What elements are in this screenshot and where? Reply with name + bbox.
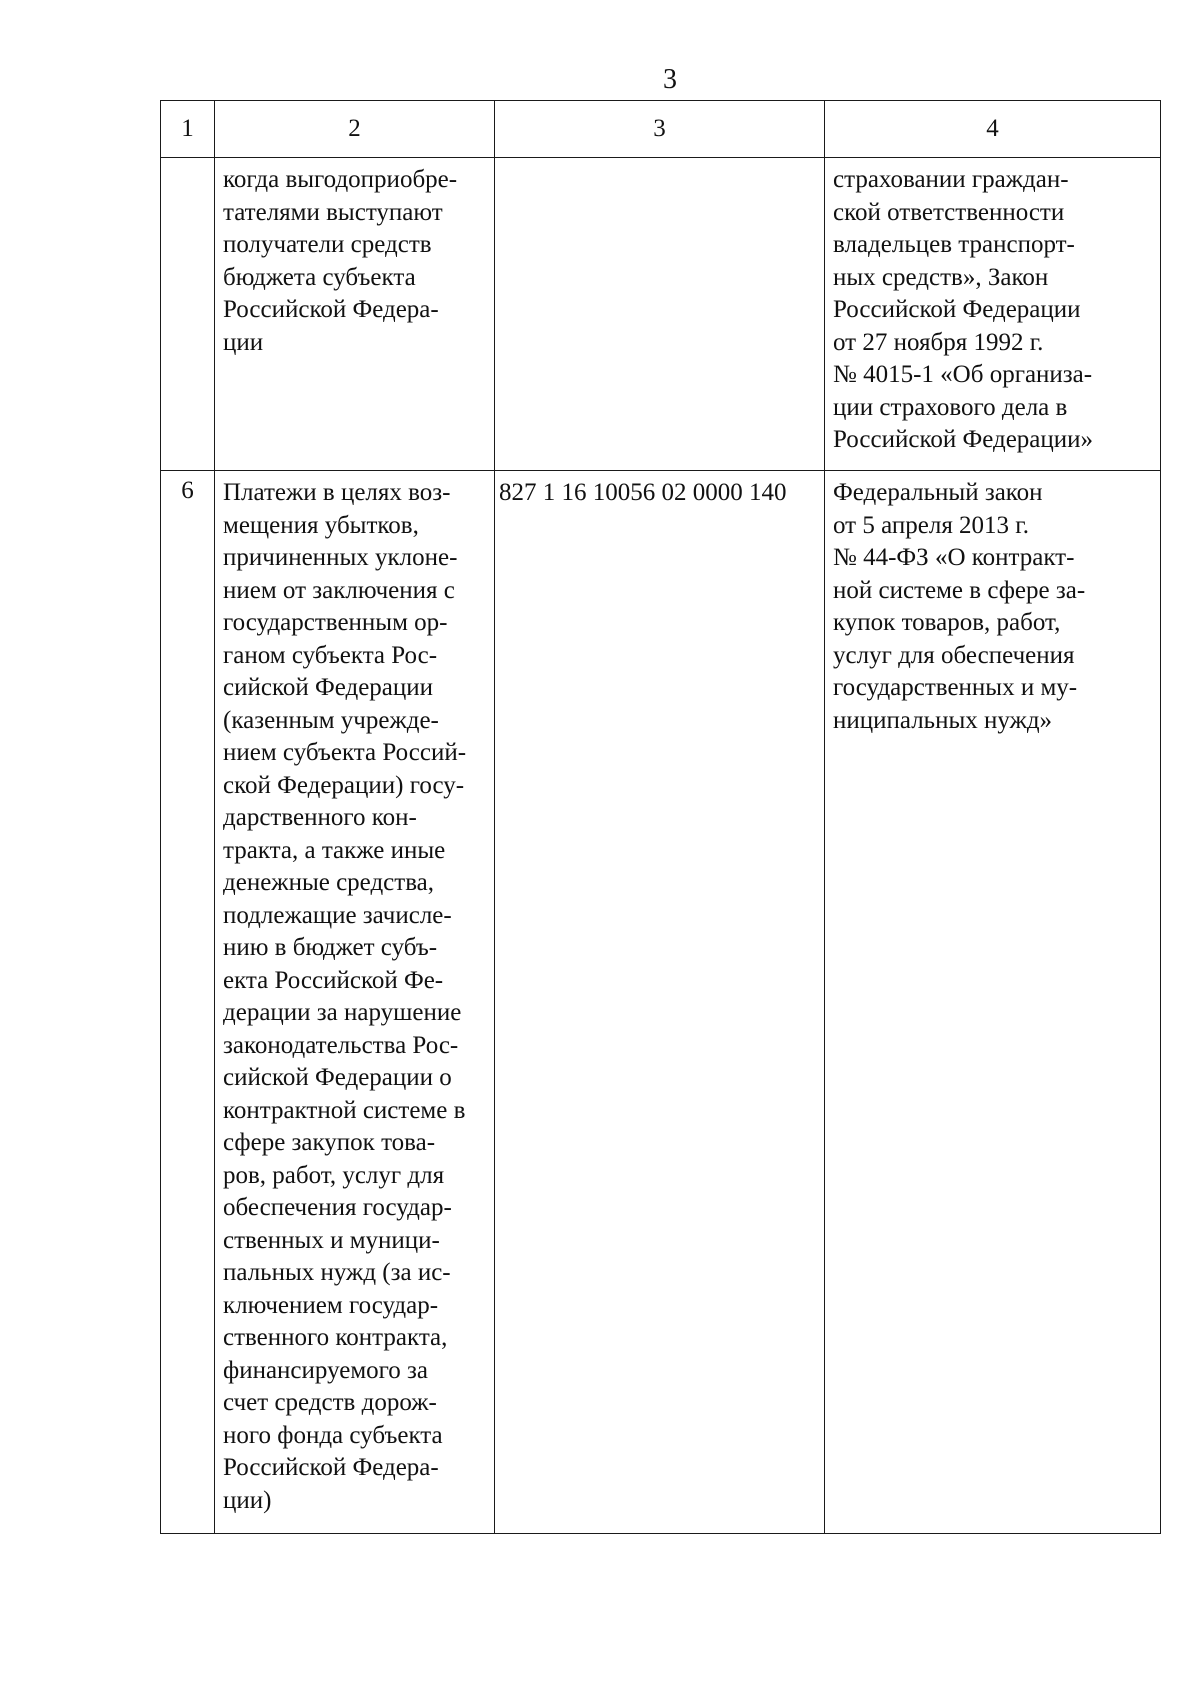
row-description: когда выгодоприобре- тателями выступают получатели средств бюджета субъекта Российской Федера- ции xyxy=(215,158,495,471)
table-row xyxy=(161,471,1161,1534)
row-description: Платежи в целях воз- мещения убытков, причиненных уклоне- нием от заключения с государственным ор- ганом субъекта Рос- сийской Федерации (казенным учрежде- нием субъекта Россий- ской Федерации) госу- дарственного кон- тракта, а также иные денежные средства, подлежащие зачисле- нию в бюджет субъ- екта Российской Фе- дерации за нарушение законодательства Рос- сийской Федерации о контрактной системе в сфере закупок това- ров, работ, услуг для обеспечения государ- ственных и муници- пальных нужд (за ис- ключением государ- ственного контракта, финансируемого за счет средств дорож- ного фонда субъекта Российской Федера- ции) xyxy=(215,471,495,1534)
row-number xyxy=(161,158,215,471)
table-header-row xyxy=(161,101,1161,158)
header-col-1: 1 xyxy=(161,101,215,158)
row-legal-basis: Федеральный закон от 5 апреля 2013 г. № 44-ФЗ «О контракт- ной системе в сфере за- купок товаров, работ, услуг для обеспечения государственных и му- ниципальных нужд» xyxy=(825,471,1161,1534)
table-row xyxy=(161,158,1161,471)
row-code: 827 1 16 10056 02 0000 140 xyxy=(495,471,825,1534)
header-col-2: 2 xyxy=(215,101,495,158)
row-code xyxy=(495,158,825,471)
header-col-3: 3 xyxy=(495,101,825,158)
row-legal-basis: страховании граждан- ской ответственности владельцев транспорт- ных средств», Закон Российской Федерации от 27 ноября 1992 г. № 4015-1 «Об организа- ции страхового дела в Российской Федерации» xyxy=(825,158,1161,471)
header-col-4: 4 xyxy=(825,101,1161,158)
row-number: 6 xyxy=(161,471,215,1534)
page-number: 3 xyxy=(663,64,677,95)
revenue-codes-table xyxy=(160,100,1161,1534)
